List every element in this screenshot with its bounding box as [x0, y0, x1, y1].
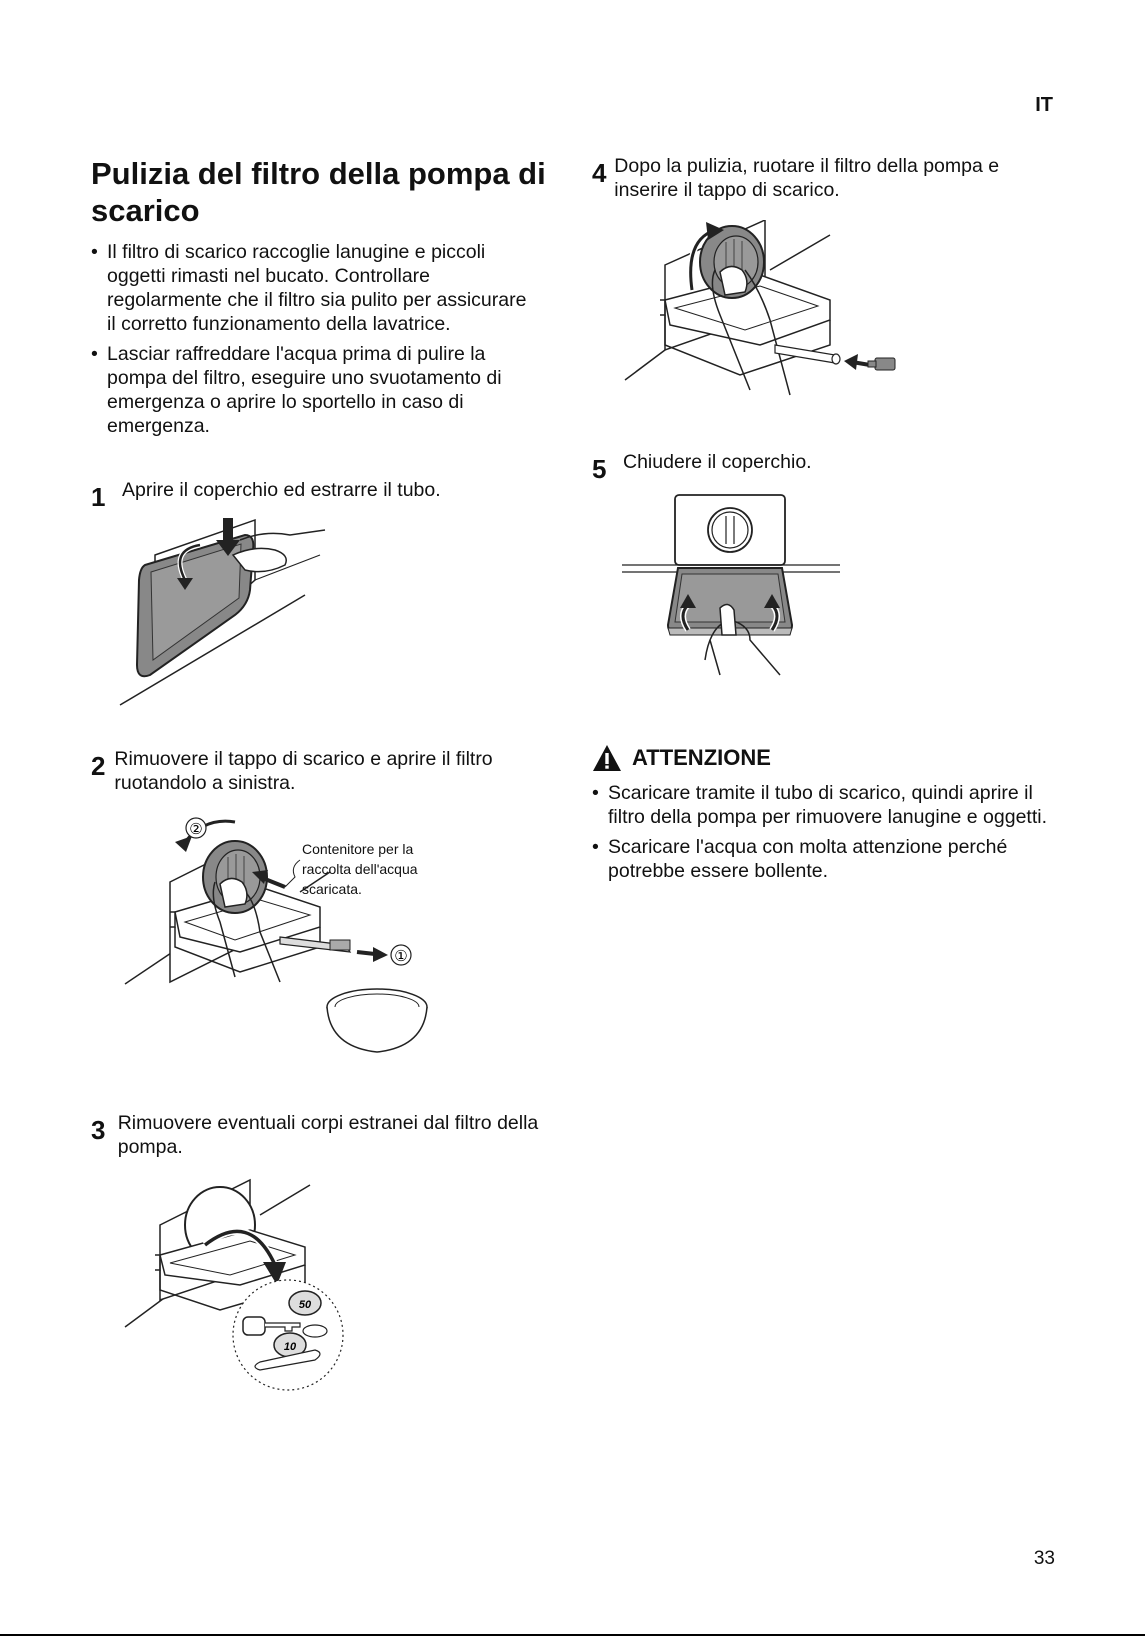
figure-open-cover [115, 510, 335, 710]
container-label-line1: Contenitore per la [302, 841, 414, 857]
caution-bullet: • Scaricare tramite il tubo di scarico, quindi aprire il filtro della pompa per rimuovere lanugine e oggetti. [592, 781, 1062, 829]
step-number: 2 [91, 751, 106, 781]
step-text: Rimuovere il tappo di scarico e aprire il filtro ruotandolo a sinistra. [114, 748, 493, 794]
caution-bullet: • Scaricare l'acqua con molta attenzione perché potrebbe essere bollente. [592, 835, 1062, 883]
figure-close-cover [620, 490, 850, 680]
intro-bullet: • Il filtro di scarico raccoglie lanugine e piccoli oggetti rimasti nel bucato. Controllare regolarmente che il filtro sia pulito per assicurare il corretto funzionamento della lavatrice. [91, 240, 531, 336]
step-1 [91, 478, 531, 512]
step-3 [91, 1111, 541, 1159]
language-code: IT [1035, 94, 1053, 116]
step-4 [592, 154, 1057, 202]
coin-label-a: 50 [298, 1299, 312, 1311]
container-label-line3: scaricata. [302, 881, 362, 897]
intro-bullet-list [91, 240, 531, 444]
step-number: 3 [91, 1115, 106, 1145]
step-text: Chiudere il coperchio. [623, 451, 812, 473]
caution-header [592, 744, 771, 772]
step-text: Dopo la pulizia, ruotare il filtro della pompa e inserire il tappo di scarico. [614, 155, 1000, 201]
callout-1: ① [394, 947, 408, 965]
callout-2: ② [189, 820, 203, 838]
step-text: Aprire il coperchio ed estrarre il tubo. [122, 479, 441, 501]
caution-bullet-list [592, 781, 1062, 889]
step-text: Rimuovere eventuali corpi estranei dal filtro della pompa. [117, 1112, 539, 1158]
page-number: 33 [1033, 1548, 1055, 1569]
bottom-rule [0, 1634, 1145, 1636]
step-2 [91, 747, 541, 795]
caution-title: ATTENZIONE [632, 745, 771, 770]
container-label-line2: raccolta dell'acqua [302, 861, 418, 877]
warning-triangle-icon [592, 744, 622, 772]
step-number: 1 [91, 482, 106, 512]
figure-remove-plug [120, 812, 440, 1062]
coin-label-b: 10 [283, 1341, 297, 1353]
figure-remove-objects [120, 1175, 360, 1405]
step-number: 4 [592, 158, 607, 188]
step-5 [592, 450, 1057, 484]
intro-bullet: • Lasciar raffreddare l'acqua prima di pulire la pompa del filtro, eseguire uno svuotamento di emergenza o aprire lo sportello in caso di emergenza. [91, 342, 531, 438]
section-title: Pulizia del filtro della pompa di scarico [91, 156, 546, 228]
step-number: 5 [592, 454, 607, 484]
figure-insert-plug [620, 220, 920, 410]
